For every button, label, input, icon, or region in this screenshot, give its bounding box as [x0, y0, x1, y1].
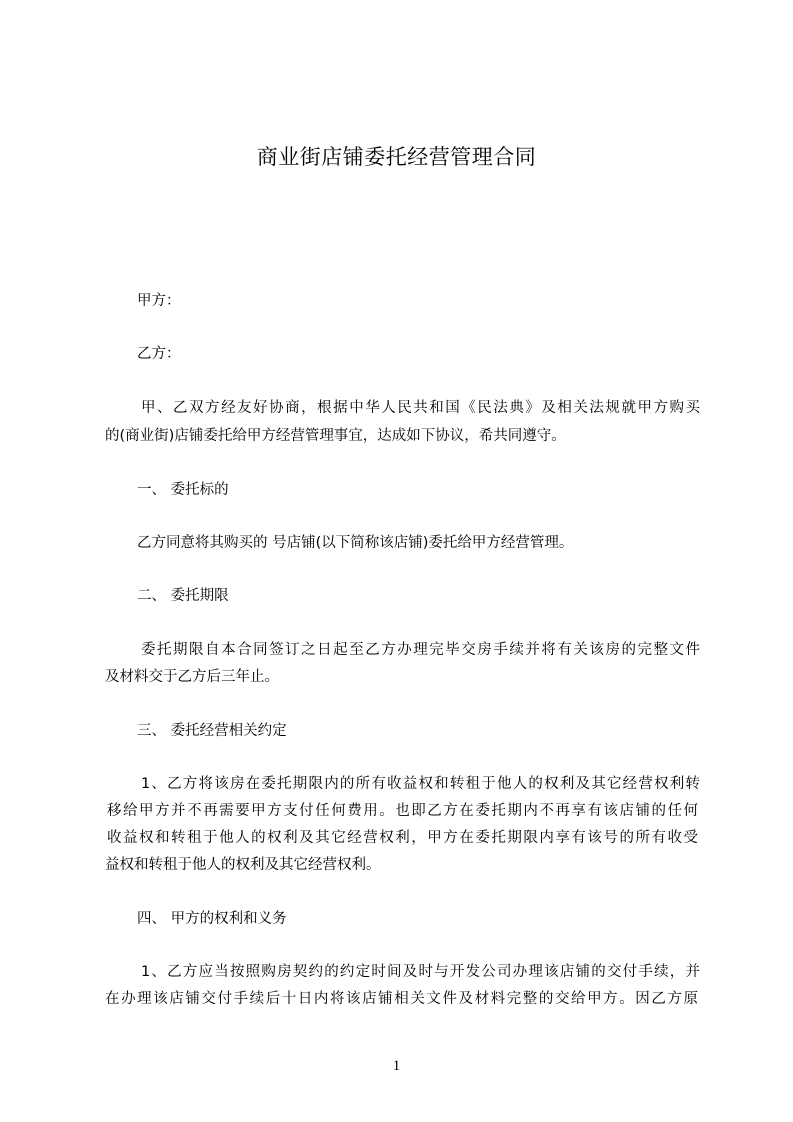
- section-2-line-1: 委托期限自本合同签订之日起至乙方办理完毕交房手续并将有关该房的完整文件: [141, 642, 700, 658]
- section-2-heading: 二、 委托期限: [137, 588, 229, 604]
- section-2-line-2: 及材料交于乙方后三年止。: [105, 669, 279, 685]
- intro-line-2: 的(商业街)店铺委托给甲方经营管理事宜，达成如下协议，希共同遵守。: [105, 428, 566, 444]
- section-1-heading: 一、 委托标的: [137, 482, 229, 498]
- section-1-body: 乙方同意将其购买的 号店铺(以下简称该店铺)委托给甲方经营管理。: [137, 535, 574, 551]
- document-title: 商业街店铺委托经营管理合同: [256, 145, 537, 169]
- party-a-label: 甲方：: [137, 293, 181, 309]
- section-3-line-3: 收益权和转租于他人的权利及其它经营权利，甲方在委托期限内享有该号的所有收受: [107, 830, 698, 846]
- section-4-line-1: 1、乙方应当按照购房契约的约定时间及时与开发公司办理该店铺的交付手续，并: [141, 964, 700, 980]
- section-3-heading: 三、 委托经营相关约定: [137, 723, 287, 739]
- party-b-label: 乙方：: [137, 346, 181, 362]
- section-3-line-1: 1、乙方将该房在委托期限内的所有收益权和转租于他人的权利及其它经营权利转: [141, 776, 700, 792]
- section-4-heading: 四、 甲方的权利和义务: [137, 911, 287, 927]
- section-3-line-4: 益权和转租于他人的权利及其它经营权利。: [105, 857, 381, 873]
- intro-line-1: 甲、乙双方经友好协商，根据中华人民共和国《民法典》及相关法规就甲方购买: [141, 400, 700, 416]
- section-4-line-2: 在办理该店铺交付手续后十日内将该店铺相关文件及材料完整的交给甲方。因乙方原: [105, 991, 698, 1007]
- page-number: 1: [392, 1058, 401, 1074]
- section-3-line-2: 移给甲方并不再需要甲方支付任何费用。也即乙方在委托期内不再享有该店铺的任何: [107, 803, 698, 819]
